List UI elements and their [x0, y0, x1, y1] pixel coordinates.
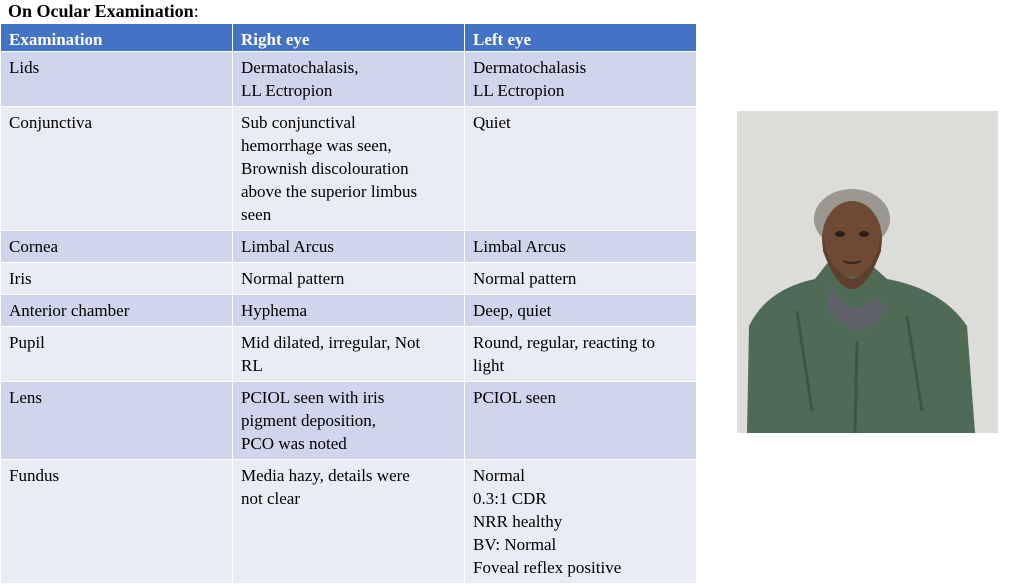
cell-right-eye	[233, 107, 465, 231]
left-eye-line: Quiet	[473, 113, 511, 132]
right-eye-line: Media hazy, details were	[241, 466, 410, 485]
cell-examination: Iris	[1, 263, 233, 295]
cell-examination: Lids	[1, 52, 233, 107]
header-right-eye: Right eye	[233, 24, 465, 52]
patient-photo-illustration	[737, 111, 998, 433]
left-eye-line: Normal pattern	[473, 269, 577, 288]
right-eye-line: Hyphema	[241, 301, 308, 320]
cell-left-eye	[465, 231, 697, 263]
header-examination: Examination	[1, 24, 233, 52]
left-eye-line: light	[473, 356, 505, 375]
heading-colon: :	[193, 1, 199, 21]
cell-left-eye	[465, 295, 697, 327]
left-eye-line: PCIOL seen	[473, 388, 556, 407]
cell-examination: Cornea	[1, 231, 233, 263]
cell-examination: Lens	[1, 382, 233, 460]
heading-title: On Ocular Examination	[8, 1, 194, 21]
table-row	[1, 460, 697, 584]
left-eye-line: NRR healthy	[473, 512, 563, 531]
right-eye-line: PCO was noted	[241, 434, 347, 453]
cell-right-eye	[233, 231, 465, 263]
table-row	[1, 382, 697, 460]
table-header-row	[1, 24, 697, 52]
left-eye-line: Normal	[473, 466, 525, 485]
cell-right-eye	[233, 460, 465, 584]
cell-left-eye	[465, 107, 697, 231]
right-eye-line: above the superior limbus	[241, 182, 418, 201]
table-row	[1, 263, 697, 295]
cell-examination: Pupil	[1, 327, 233, 382]
left-eye-line: Foveal reflex positive	[473, 558, 622, 577]
right-eye-line: pigment deposition,	[241, 411, 377, 430]
right-eye-line: Sub conjunctival	[241, 113, 356, 132]
left-eye-line: Round, regular, reacting to	[473, 333, 656, 352]
left-eye-line: LL Ectropion	[473, 81, 565, 100]
table-row	[1, 107, 697, 231]
patient-photo	[737, 111, 998, 433]
cell-left-eye	[465, 382, 697, 460]
left-eye-line: 0.3:1 CDR	[473, 489, 547, 508]
right-eye-line: not clear	[241, 489, 300, 508]
table-row	[1, 327, 697, 382]
right-eye-line: Brownish discolouration	[241, 159, 409, 178]
section-heading	[8, 0, 199, 22]
right-eye-line: RL	[241, 356, 263, 375]
right-eye-line: Mid dilated, irregular, Not	[241, 333, 421, 352]
cell-left-eye	[465, 327, 697, 382]
cell-examination: Fundus	[1, 460, 233, 584]
cell-right-eye	[233, 382, 465, 460]
left-eye-line: Deep, quiet	[473, 301, 552, 320]
cell-left-eye	[465, 52, 697, 107]
left-eye-line: Limbal Arcus	[473, 237, 567, 256]
right-eye-line: Normal pattern	[241, 269, 345, 288]
table-row	[1, 52, 697, 107]
left-eye-line: Dermatochalasis	[473, 58, 587, 77]
cell-right-eye	[233, 327, 465, 382]
table-row	[1, 231, 697, 263]
header-left-eye: Left eye	[465, 24, 697, 52]
cell-right-eye	[233, 263, 465, 295]
right-eye-line: Limbal Arcus	[241, 237, 335, 256]
table-row	[1, 295, 697, 327]
cell-left-eye	[465, 460, 697, 584]
cell-left-eye	[465, 263, 697, 295]
right-eye-line: hemorrhage was seen,	[241, 136, 392, 155]
right-eye-line: Dermatochalasis,	[241, 58, 359, 77]
cell-right-eye	[233, 52, 465, 107]
right-eye-line: PCIOL seen with iris	[241, 388, 385, 407]
right-eye-line: LL Ectropion	[241, 81, 333, 100]
cell-right-eye	[233, 295, 465, 327]
cell-examination: Anterior chamber	[1, 295, 233, 327]
ocular-examination-table	[0, 23, 697, 584]
right-eye-line: seen	[241, 205, 272, 224]
cell-examination: Conjunctiva	[1, 107, 233, 231]
left-eye-line: BV: Normal	[473, 535, 557, 554]
